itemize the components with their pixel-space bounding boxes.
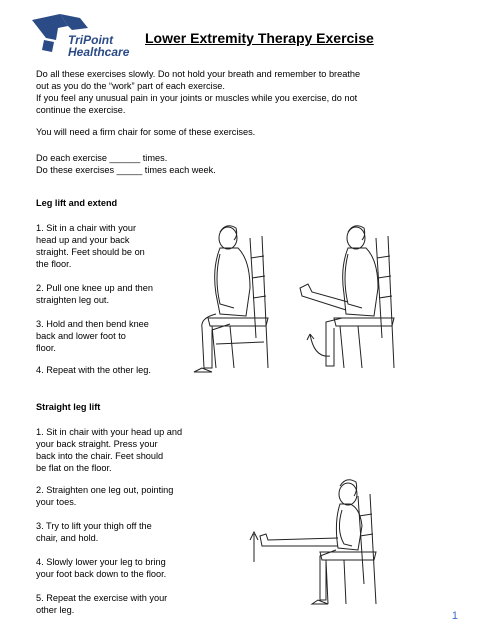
page-number: 1	[451, 610, 458, 622]
seated-woman-illustration	[190, 218, 298, 378]
leg-lift-step-4: 4. Repeat with the other leg.	[36, 365, 151, 375]
straight-leg-lift-illustration	[240, 476, 390, 606]
leg-extend-illustration	[296, 218, 416, 378]
section-heading-leg-lift: Leg lift and extend	[36, 198, 118, 208]
straight-leg-step-4: 4. Slowly lower your leg to bring your foot back down to the floor.	[36, 557, 167, 579]
section-heading-straight-leg-lift: Straight leg lift	[36, 402, 101, 412]
logo-text	[68, 34, 129, 58]
page-title: Lower Extremity Therapy Exercise	[145, 30, 374, 46]
straight-leg-step-2: 2. Straighten one leg out, pointing your toes.	[36, 485, 174, 507]
leg-lift-step-1: 1. Sit in a chair with your head up and your back straight. Feet should be on the floor.	[36, 223, 145, 269]
intro-instructions: Do all these exercises slowly. Do not hold your breath and remember to breathe out as you do the “work” part of each exercise. If you feel any unusual pain in your joints or muscles while you exercise, do not continue the exercise.	[36, 69, 361, 115]
straight-leg-step-1: 1. Sit in chair with your head up and your back straight. Press your back into the chair. Feet should be flat on the floor.	[36, 427, 183, 473]
straight-leg-step-5: 5. Repeat the exercise with your other leg.	[36, 593, 168, 615]
logo-line1: TriPoint	[68, 33, 114, 47]
leg-lift-step-3: 3. Hold and then bend knee back and lower foot to floor.	[36, 319, 149, 353]
straight-leg-step-3: 3. Try to lift your thigh off the chair, and hold.	[36, 521, 152, 543]
leg-lift-step-2: 2. Pull one knee up and then straighten leg out.	[36, 283, 153, 305]
logo-line2: Healthcare	[68, 45, 130, 59]
intro-repetitions: Do each exercise ______ times. Do these exercises _____ times each week.	[36, 153, 216, 175]
intro-chair-note: You will need a firm chair for some of these exercises.	[36, 127, 256, 137]
